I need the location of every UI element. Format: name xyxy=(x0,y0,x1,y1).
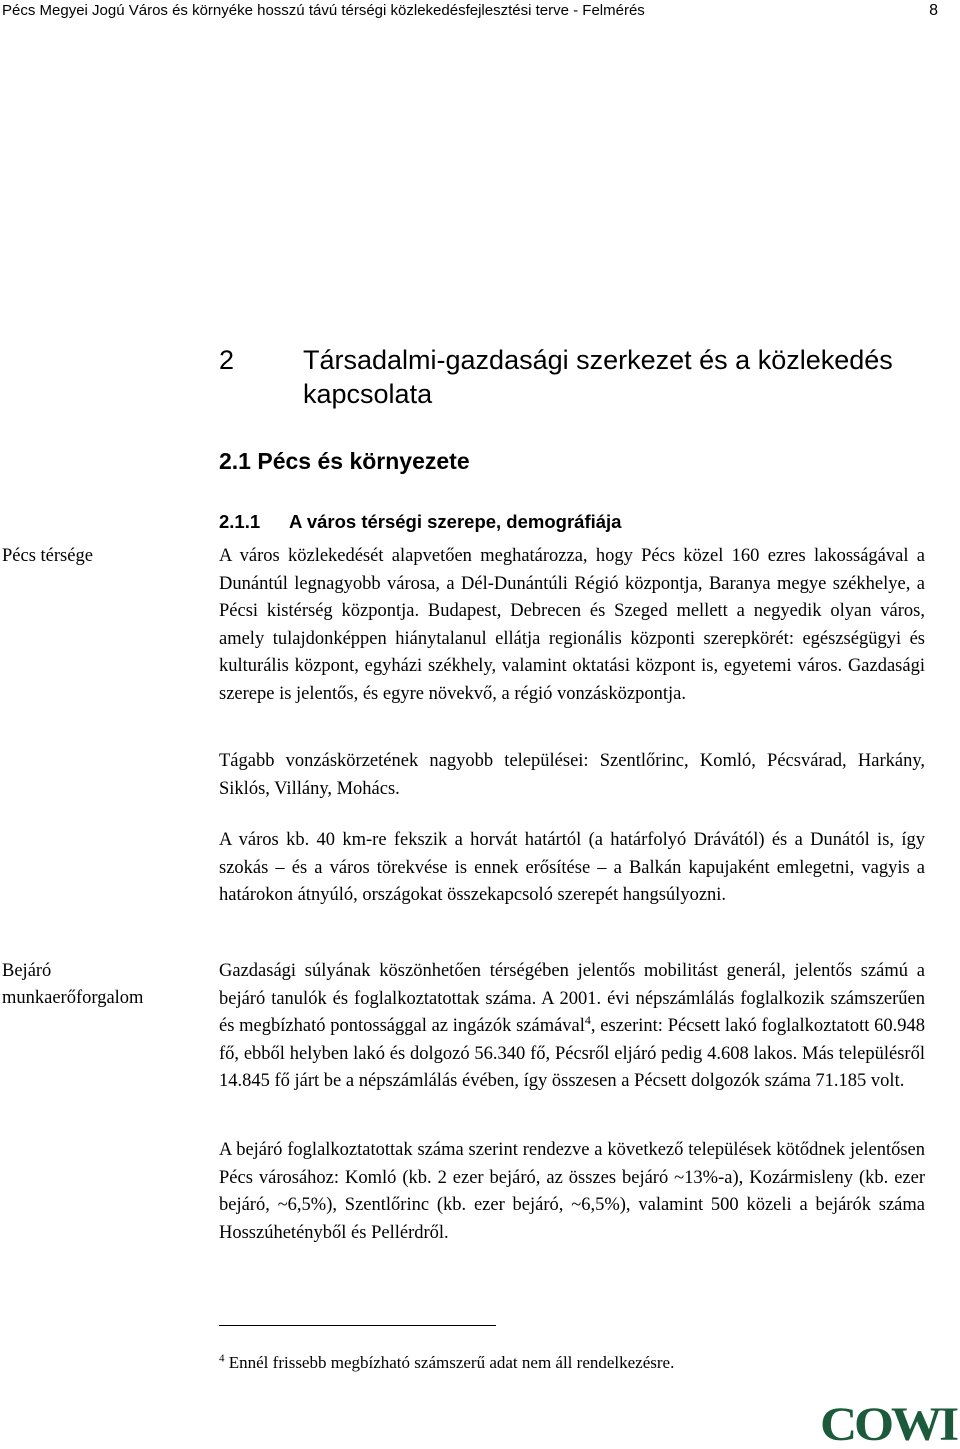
margin-note-bejaro xyxy=(2,958,143,1012)
section-title: 2.1 Pécs és környezete xyxy=(219,448,470,474)
footnote-text: Ennél frissebb megbízható számszerű adat nem áll rendelkezésre. xyxy=(228,1353,675,1372)
running-header: Pécs Megyei Jogú Város és környéke hosszú távú térségi közlekedésfejlesztési terve - Felmérés xyxy=(2,2,645,19)
logo-text: COWI xyxy=(820,1398,958,1444)
footnote-reference[interactable]: 4 xyxy=(584,1012,591,1027)
footnote-separator xyxy=(219,1325,496,1326)
paragraph-4-text-b: , eszerint: Pécsett lakó foglalkoztatott 60.948 fő, ebből helyben lakó és dolgozó 56.340 fő, Pécsről eljáró pedig 4.608 lakos. Más településről 14.845 fő járt be a népszámlálás évében, így összesen a Pécsett dolgozók száma 71.185 volt. xyxy=(219,1016,925,1091)
paragraph-1: A város közlekedését alapvetően meghatározza, hogy Pécs közel 160 ezres lakosságával a Dunántúl legnagyobb városa, a Dél-Dunántúli Régió központja, Baranya megye székhelye, a Pécsi kistérség központja. Budapest, Debrecen és Szeged mellett a negyedik olyan város, amely tulajdonképpen hiánytalanul ellátja regionális központi szerepkörét: egészségügyi és kulturális központ, egyházi székhely, valamint oktatási központ is, egyetemi város. Gazdasági szerepe is jelentős, és egyre növekvő, a régió vonzásközpontja. xyxy=(219,546,925,704)
paragraph-2: Tágabb vonzáskörzetének nagyobb települései: Szentlőrinc, Komló, Pécsvárad, Harkány, Siklós, Villány, Mohács. xyxy=(219,751,925,799)
chapter-title: Társadalmi-gazdasági szerkezet és a közlekedés kapcsolata xyxy=(303,345,893,409)
paragraph-4-text-a: Gazdasági súlyának köszönhetően térségében jelentős mobilitást generál, jelentős számú a bejáró tanulók és foglalkoztatottak száma. A 2001. évi népszámlálás foglalkozik számszerűen és megbízható pontossággal az ingázók számával xyxy=(219,961,925,1036)
subsection-number: 2.1.1 xyxy=(219,511,261,532)
chapter-number: 2 xyxy=(219,345,235,375)
cowi-logo xyxy=(820,1398,958,1444)
subsection-title: A város térségi szerepe, demográfiája xyxy=(289,511,622,532)
paragraph-4 xyxy=(219,958,925,1096)
margin-note-bejaro-line1: Bejáró xyxy=(2,961,52,981)
paragraph-5: A bejáró foglalkoztatottak száma szerint rendezve a következő települések kötődnek jelentősen Pécs városához: Komló (kb. 2 ezer bejáró, az összes bejáró ~13%-a), Kozármisleny (kb. ezer bejáró, ~6,5%), Szentlőrinc (kb. ezer bejáró, ~6,5%), valamint 500 közeli a bejárók száma Hosszúhetényből és Pellérdről. xyxy=(219,1140,925,1243)
margin-note-pecs-tersege: Pécs térsége xyxy=(2,546,93,566)
footnote xyxy=(219,1352,674,1374)
page-number: 8 xyxy=(929,2,938,19)
subsection-heading xyxy=(219,509,621,535)
paragraph-3: A város kb. 40 km-re fekszik a horvát határtól (a határfolyó Drávától) és a Dunától is, így szokás – és a város törekvése is ennek erősítése – a Balkán kapujaként emlegetni, vagyis a határokon átnyúló, országokat összekapcsoló szerepét hangsúlyozni. xyxy=(219,830,925,905)
margin-note-bejaro-line2: munkaerőforgalom xyxy=(2,988,144,1008)
footnote-number: 4 xyxy=(219,1352,225,1365)
